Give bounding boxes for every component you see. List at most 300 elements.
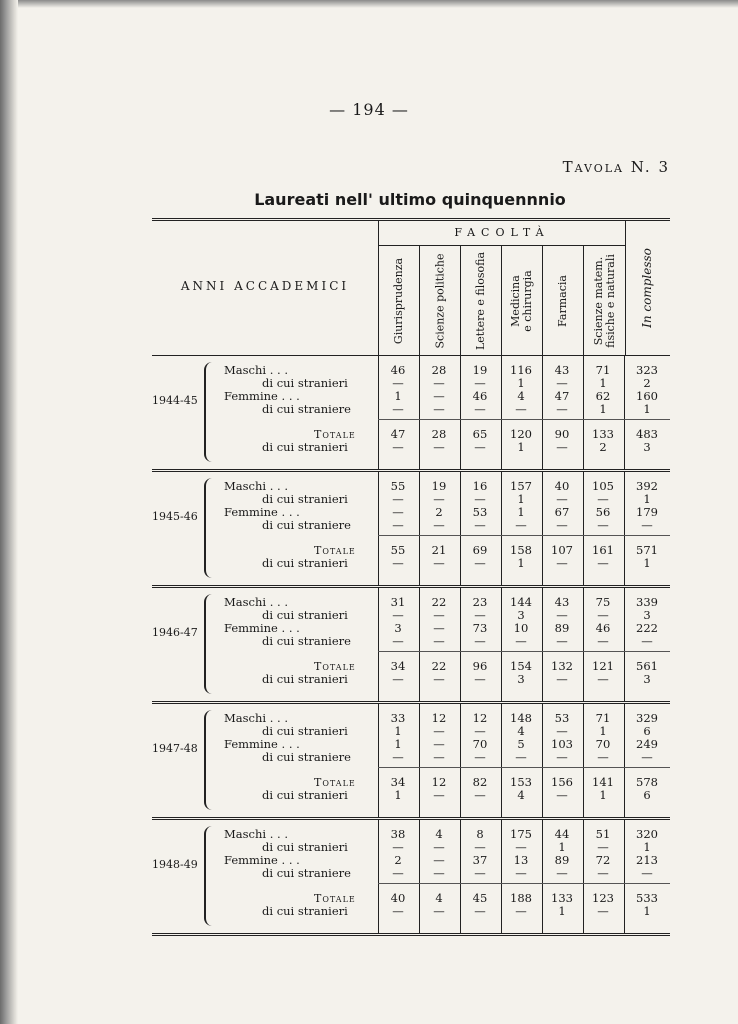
total-cell: — bbox=[556, 556, 568, 570]
table-cell: — bbox=[392, 518, 404, 532]
table-cell: — bbox=[433, 389, 445, 403]
anni-accademici-header: ANNI ACCADEMICI bbox=[180, 279, 350, 293]
total-cell: 1 bbox=[643, 556, 651, 570]
year-label: 1944-45 bbox=[152, 394, 198, 407]
row-label: di cui stranieri bbox=[262, 904, 348, 918]
row-label: Totale bbox=[314, 544, 356, 557]
table-cell: — bbox=[433, 621, 445, 635]
total-cell: — bbox=[392, 440, 404, 454]
total-cell: 55 bbox=[390, 543, 406, 557]
table-cell: — bbox=[392, 634, 404, 648]
table-cell: 160 bbox=[636, 389, 658, 403]
total-cell: 561 bbox=[636, 659, 658, 673]
total-cell: 156 bbox=[551, 775, 573, 789]
column-rule bbox=[378, 472, 379, 585]
column-rule bbox=[624, 588, 625, 701]
table-cell: 148 bbox=[510, 711, 532, 725]
table-cell: 53 bbox=[472, 505, 488, 519]
total-cell: 28 bbox=[431, 427, 447, 441]
table-cell: — bbox=[433, 750, 445, 764]
table-cell: 3 bbox=[643, 608, 651, 622]
column-rule bbox=[583, 704, 584, 817]
table-cell: 55 bbox=[390, 479, 406, 493]
table-cell: — bbox=[433, 840, 445, 854]
table-cell: — bbox=[433, 376, 445, 390]
total-cell: 158 bbox=[510, 543, 532, 557]
total-cell: 188 bbox=[510, 891, 532, 905]
col-header-lettere-filosofia: Lettere e filosofia bbox=[461, 246, 502, 355]
year-block bbox=[152, 588, 670, 704]
column-rule bbox=[460, 704, 461, 817]
table-cell: — bbox=[556, 492, 568, 506]
col-header-medicina: Medicina e chirurgia bbox=[502, 246, 543, 355]
table-cell: 72 bbox=[595, 853, 611, 867]
subtotal-rule bbox=[378, 767, 670, 768]
column-rule bbox=[419, 820, 420, 933]
subtotal-rule bbox=[378, 883, 670, 884]
row-label: di cui stranieri bbox=[262, 556, 348, 570]
column-rule bbox=[624, 356, 625, 469]
column-rule bbox=[501, 356, 502, 469]
total-cell: — bbox=[433, 672, 445, 686]
total-cell: 69 bbox=[472, 543, 488, 557]
table-cell: 46 bbox=[472, 389, 488, 403]
column-rule bbox=[378, 704, 379, 817]
year-label: 1945-46 bbox=[152, 510, 198, 523]
table-cell: 31 bbox=[390, 595, 406, 609]
table-cell: 1 bbox=[517, 505, 525, 519]
row-label: di cui straniere bbox=[262, 402, 351, 416]
total-cell: 3 bbox=[643, 440, 651, 454]
total-cell: 483 bbox=[636, 427, 658, 441]
table-title: Laureati nell' ultimo quinquennnio bbox=[254, 190, 566, 209]
table-cell: 1 bbox=[394, 737, 402, 751]
table-cell: 2 bbox=[435, 505, 443, 519]
table-cell: 213 bbox=[636, 853, 658, 867]
total-cell: — bbox=[392, 904, 404, 918]
total-cell: 1 bbox=[517, 440, 525, 454]
table-cell: 105 bbox=[592, 479, 614, 493]
table-cell: — bbox=[597, 608, 609, 622]
col-header-scienze-politiche: Scienze politiche bbox=[420, 246, 461, 355]
column-rule bbox=[419, 356, 420, 469]
row-label: di cui stranieri bbox=[262, 788, 348, 802]
column-rule bbox=[501, 588, 502, 701]
table-cell: 73 bbox=[472, 621, 488, 635]
table-cell: 43 bbox=[554, 595, 570, 609]
table-cell: — bbox=[433, 853, 445, 867]
total-cell: — bbox=[556, 672, 568, 686]
table-cell: 1 bbox=[643, 402, 651, 416]
row-label: di cui stranieri bbox=[262, 492, 348, 506]
row-label: Femmine . . . bbox=[224, 389, 300, 403]
column-rule bbox=[460, 820, 461, 933]
table-cell: 22 bbox=[431, 595, 447, 609]
total-cell: — bbox=[474, 440, 486, 454]
table-cell: — bbox=[515, 402, 527, 416]
table-cell: 12 bbox=[472, 711, 488, 725]
subtotal-rule bbox=[378, 535, 670, 536]
table-cell: 144 bbox=[510, 595, 532, 609]
total-cell: 6 bbox=[643, 788, 651, 802]
table-cell: — bbox=[392, 866, 404, 880]
table-cell: 1 bbox=[643, 840, 651, 854]
row-label: di cui stranieri bbox=[262, 440, 348, 454]
total-cell: 133 bbox=[551, 891, 573, 905]
table-cell: — bbox=[433, 866, 445, 880]
table-cell: 1 bbox=[558, 840, 566, 854]
total-cell: — bbox=[597, 904, 609, 918]
col-header-giurisprudenza: Giurisprudenza bbox=[379, 246, 420, 355]
total-cell: 123 bbox=[592, 891, 614, 905]
table-cell: 46 bbox=[390, 363, 406, 377]
table-cell: — bbox=[474, 376, 486, 390]
year-label: 1948-49 bbox=[152, 858, 198, 871]
year-block bbox=[152, 356, 670, 472]
scan-left-edge bbox=[0, 0, 18, 1024]
total-cell: 3 bbox=[643, 672, 651, 686]
table-cell: 75 bbox=[595, 595, 611, 609]
total-cell: 571 bbox=[636, 543, 658, 557]
total-cell: 47 bbox=[390, 427, 406, 441]
total-cell: 22 bbox=[431, 659, 447, 673]
table-cell: 1 bbox=[599, 724, 607, 738]
table-cell: 46 bbox=[595, 621, 611, 635]
total-cell: 1 bbox=[394, 788, 402, 802]
page-number: — 194 — bbox=[329, 100, 409, 119]
table-header bbox=[152, 221, 670, 356]
table-cell: — bbox=[597, 518, 609, 532]
row-label: Maschi . . . bbox=[224, 479, 288, 493]
table-cell: 70 bbox=[595, 737, 611, 751]
table-cell: — bbox=[474, 492, 486, 506]
table-cell: 320 bbox=[636, 827, 658, 841]
scan-top-edge bbox=[18, 0, 738, 8]
table-cell: 16 bbox=[472, 479, 488, 493]
row-label: di cui stranieri bbox=[262, 608, 348, 622]
table-cell: — bbox=[597, 866, 609, 880]
table-cell: 6 bbox=[643, 724, 651, 738]
year-label: 1947-48 bbox=[152, 742, 198, 755]
column-rule bbox=[583, 356, 584, 469]
total-cell: 161 bbox=[592, 543, 614, 557]
column-rule bbox=[460, 472, 461, 585]
table-cell: 37 bbox=[472, 853, 488, 867]
column-rule bbox=[542, 472, 543, 585]
total-cell: 533 bbox=[636, 891, 658, 905]
table-cell: — bbox=[556, 750, 568, 764]
total-cell: 1 bbox=[599, 788, 607, 802]
year-block bbox=[152, 820, 670, 936]
subtotal-rule bbox=[378, 651, 670, 652]
table-cell: — bbox=[515, 634, 527, 648]
total-cell: — bbox=[556, 440, 568, 454]
total-cell: 34 bbox=[390, 775, 406, 789]
column-rule bbox=[542, 588, 543, 701]
table-cell: 13 bbox=[513, 853, 529, 867]
table-cell: 70 bbox=[472, 737, 488, 751]
total-cell: 65 bbox=[472, 427, 488, 441]
table-cell: — bbox=[556, 518, 568, 532]
total-cell: 4 bbox=[517, 788, 525, 802]
table-cell: 1 bbox=[599, 402, 607, 416]
table-cell: — bbox=[433, 608, 445, 622]
total-cell: — bbox=[556, 788, 568, 802]
column-rule bbox=[378, 356, 379, 469]
table-cell: — bbox=[556, 634, 568, 648]
total-cell: — bbox=[515, 904, 527, 918]
total-cell: — bbox=[474, 672, 486, 686]
total-cell: — bbox=[392, 672, 404, 686]
statistics-table bbox=[152, 218, 670, 936]
brace bbox=[204, 594, 216, 694]
table-cell: 44 bbox=[554, 827, 570, 841]
total-cell: 120 bbox=[510, 427, 532, 441]
table-cell: 1 bbox=[517, 376, 525, 390]
table-cell: — bbox=[392, 402, 404, 416]
column-rule bbox=[542, 704, 543, 817]
column-rule bbox=[542, 356, 543, 469]
table-cell: 47 bbox=[554, 389, 570, 403]
table-cell: 249 bbox=[636, 737, 658, 751]
table-cell: 4 bbox=[517, 389, 525, 403]
table-cell: 71 bbox=[595, 363, 611, 377]
column-rule bbox=[624, 820, 625, 933]
brace bbox=[204, 710, 216, 810]
table-cell: 222 bbox=[636, 621, 658, 635]
total-cell: 82 bbox=[472, 775, 488, 789]
column-rule bbox=[624, 704, 625, 817]
column-rule bbox=[419, 472, 420, 585]
row-label: di cui stranieri bbox=[262, 376, 348, 390]
table-cell: — bbox=[641, 634, 653, 648]
table-cell: 3 bbox=[394, 621, 402, 635]
table-cell: — bbox=[556, 866, 568, 880]
table-cell: 71 bbox=[595, 711, 611, 725]
row-label: Totale bbox=[314, 428, 356, 441]
table-cell: — bbox=[474, 634, 486, 648]
total-cell: 1 bbox=[643, 904, 651, 918]
col-header-scienze-matematiche: Scienze matem. fisiche e naturali bbox=[591, 253, 617, 348]
row-label: di cui straniere bbox=[262, 750, 351, 764]
total-cell: — bbox=[474, 556, 486, 570]
table-cell: — bbox=[474, 518, 486, 532]
table-cell: 1 bbox=[394, 389, 402, 403]
total-cell: 133 bbox=[592, 427, 614, 441]
row-label: Maschi . . . bbox=[224, 711, 288, 725]
table-cell: 89 bbox=[554, 621, 570, 635]
table-cell: — bbox=[474, 866, 486, 880]
table-cell: — bbox=[392, 505, 404, 519]
table-cell: 12 bbox=[431, 711, 447, 725]
row-label: Femmine . . . bbox=[224, 853, 300, 867]
table-cell: 1 bbox=[517, 492, 525, 506]
row-label: di cui straniere bbox=[262, 866, 351, 880]
table-cell: 19 bbox=[431, 479, 447, 493]
total-cell: 45 bbox=[472, 891, 488, 905]
table-cell: — bbox=[597, 840, 609, 854]
table-cell: — bbox=[474, 608, 486, 622]
column-rule bbox=[501, 704, 502, 817]
total-cell: — bbox=[433, 440, 445, 454]
year-block bbox=[152, 704, 670, 820]
row-label: Maschi . . . bbox=[224, 595, 288, 609]
total-cell: 3 bbox=[517, 672, 525, 686]
table-cell: — bbox=[597, 492, 609, 506]
table-cell: — bbox=[433, 492, 445, 506]
total-cell: 4 bbox=[435, 891, 443, 905]
total-cell: 12 bbox=[431, 775, 447, 789]
year-block bbox=[152, 472, 670, 588]
table-cell: 23 bbox=[472, 595, 488, 609]
col-header-farmacia: Farmacia bbox=[543, 246, 584, 355]
table-cell: 4 bbox=[435, 827, 443, 841]
table-cell: — bbox=[433, 402, 445, 416]
table-cell: 56 bbox=[595, 505, 611, 519]
table-cell: — bbox=[433, 737, 445, 751]
table-cell: 392 bbox=[636, 479, 658, 493]
total-cell: — bbox=[433, 904, 445, 918]
table-cell: — bbox=[474, 840, 486, 854]
total-cell: 132 bbox=[551, 659, 573, 673]
table-cell: 1 bbox=[643, 492, 651, 506]
table-cell: 33 bbox=[390, 711, 406, 725]
row-label: di cui stranieri bbox=[262, 840, 348, 854]
total-cell: 154 bbox=[510, 659, 532, 673]
table-cell: 28 bbox=[431, 363, 447, 377]
table-cell: 1 bbox=[599, 376, 607, 390]
table-cell: 4 bbox=[517, 724, 525, 738]
column-rule bbox=[583, 472, 584, 585]
total-cell: 90 bbox=[554, 427, 570, 441]
total-cell: 153 bbox=[510, 775, 532, 789]
table-cell: — bbox=[392, 492, 404, 506]
total-cell: 1 bbox=[517, 556, 525, 570]
row-label: Femmine . . . bbox=[224, 505, 300, 519]
brace bbox=[204, 478, 216, 578]
table-cell: — bbox=[597, 634, 609, 648]
table-cell: 339 bbox=[636, 595, 658, 609]
table-cell: 329 bbox=[636, 711, 658, 725]
total-cell: 40 bbox=[390, 891, 406, 905]
total-cell: 1 bbox=[558, 904, 566, 918]
total-cell: 121 bbox=[592, 659, 614, 673]
table-cell: — bbox=[474, 750, 486, 764]
row-label: di cui stranieri bbox=[262, 724, 348, 738]
row-label: Totale bbox=[314, 660, 356, 673]
table-cell: 8 bbox=[476, 827, 484, 841]
table-cell: — bbox=[392, 376, 404, 390]
table-cell: — bbox=[641, 750, 653, 764]
table-cell: 38 bbox=[390, 827, 406, 841]
table-cell: — bbox=[392, 750, 404, 764]
table-cell: 51 bbox=[595, 827, 611, 841]
total-cell: 34 bbox=[390, 659, 406, 673]
table-cell: 43 bbox=[554, 363, 570, 377]
table-cell: — bbox=[641, 518, 653, 532]
row-label: Maschi . . . bbox=[224, 827, 288, 841]
column-rule bbox=[501, 820, 502, 933]
table-number: Tavola N. 3 bbox=[562, 158, 670, 176]
table-cell: 323 bbox=[636, 363, 658, 377]
column-rule bbox=[583, 820, 584, 933]
row-label: Maschi . . . bbox=[224, 363, 288, 377]
row-label: Femmine . . . bbox=[224, 737, 300, 751]
table-cell: — bbox=[556, 376, 568, 390]
table-cell: — bbox=[433, 518, 445, 532]
total-cell: — bbox=[433, 556, 445, 570]
row-label: Totale bbox=[314, 776, 356, 789]
table-body bbox=[152, 356, 670, 936]
subtotal-rule bbox=[378, 419, 670, 420]
table-cell: 89 bbox=[554, 853, 570, 867]
column-rule bbox=[542, 820, 543, 933]
table-cell: 3 bbox=[517, 608, 525, 622]
column-rule bbox=[419, 704, 420, 817]
column-rule bbox=[378, 588, 379, 701]
total-cell: 2 bbox=[599, 440, 607, 454]
brace bbox=[204, 826, 216, 926]
column-rule bbox=[419, 588, 420, 701]
row-label: di cui straniere bbox=[262, 634, 351, 648]
table-cell: — bbox=[474, 402, 486, 416]
table-cell: — bbox=[515, 866, 527, 880]
total-cell: 141 bbox=[592, 775, 614, 789]
row-label: Totale bbox=[314, 892, 356, 905]
total-cell: — bbox=[392, 556, 404, 570]
facolta-label: FACOLTÀ bbox=[379, 221, 625, 246]
column-rule bbox=[501, 472, 502, 585]
total-cell: — bbox=[597, 556, 609, 570]
table-cell: — bbox=[641, 866, 653, 880]
col-header-in-complesso: In complesso bbox=[640, 248, 654, 328]
total-cell: 96 bbox=[472, 659, 488, 673]
brace bbox=[204, 362, 216, 462]
table-cell: 116 bbox=[510, 363, 532, 377]
table-cell: — bbox=[515, 840, 527, 854]
total-cell: — bbox=[474, 788, 486, 802]
total-cell: 578 bbox=[636, 775, 658, 789]
table-cell: — bbox=[515, 750, 527, 764]
table-cell: 10 bbox=[513, 621, 529, 635]
table-cell: 5 bbox=[517, 737, 525, 751]
table-cell: 179 bbox=[636, 505, 658, 519]
table-cell: 19 bbox=[472, 363, 488, 377]
table-cell: — bbox=[556, 402, 568, 416]
table-cell: — bbox=[556, 724, 568, 738]
table-cell: — bbox=[474, 724, 486, 738]
total-cell: — bbox=[474, 904, 486, 918]
table-cell: — bbox=[392, 608, 404, 622]
table-cell: — bbox=[433, 724, 445, 738]
table-cell: 67 bbox=[554, 505, 570, 519]
table-cell: — bbox=[597, 750, 609, 764]
year-label: 1946-47 bbox=[152, 626, 198, 639]
table-cell: — bbox=[433, 634, 445, 648]
row-label: Femmine . . . bbox=[224, 621, 300, 635]
table-cell: 103 bbox=[551, 737, 573, 751]
table-cell: — bbox=[556, 608, 568, 622]
total-cell: — bbox=[433, 788, 445, 802]
table-cell: 2 bbox=[394, 853, 402, 867]
table-cell: 1 bbox=[394, 724, 402, 738]
table-cell: 2 bbox=[643, 376, 651, 390]
table-cell: 157 bbox=[510, 479, 532, 493]
table-cell: 175 bbox=[510, 827, 532, 841]
table-cell: — bbox=[515, 518, 527, 532]
row-label: di cui stranieri bbox=[262, 672, 348, 686]
total-cell: 21 bbox=[431, 543, 447, 557]
